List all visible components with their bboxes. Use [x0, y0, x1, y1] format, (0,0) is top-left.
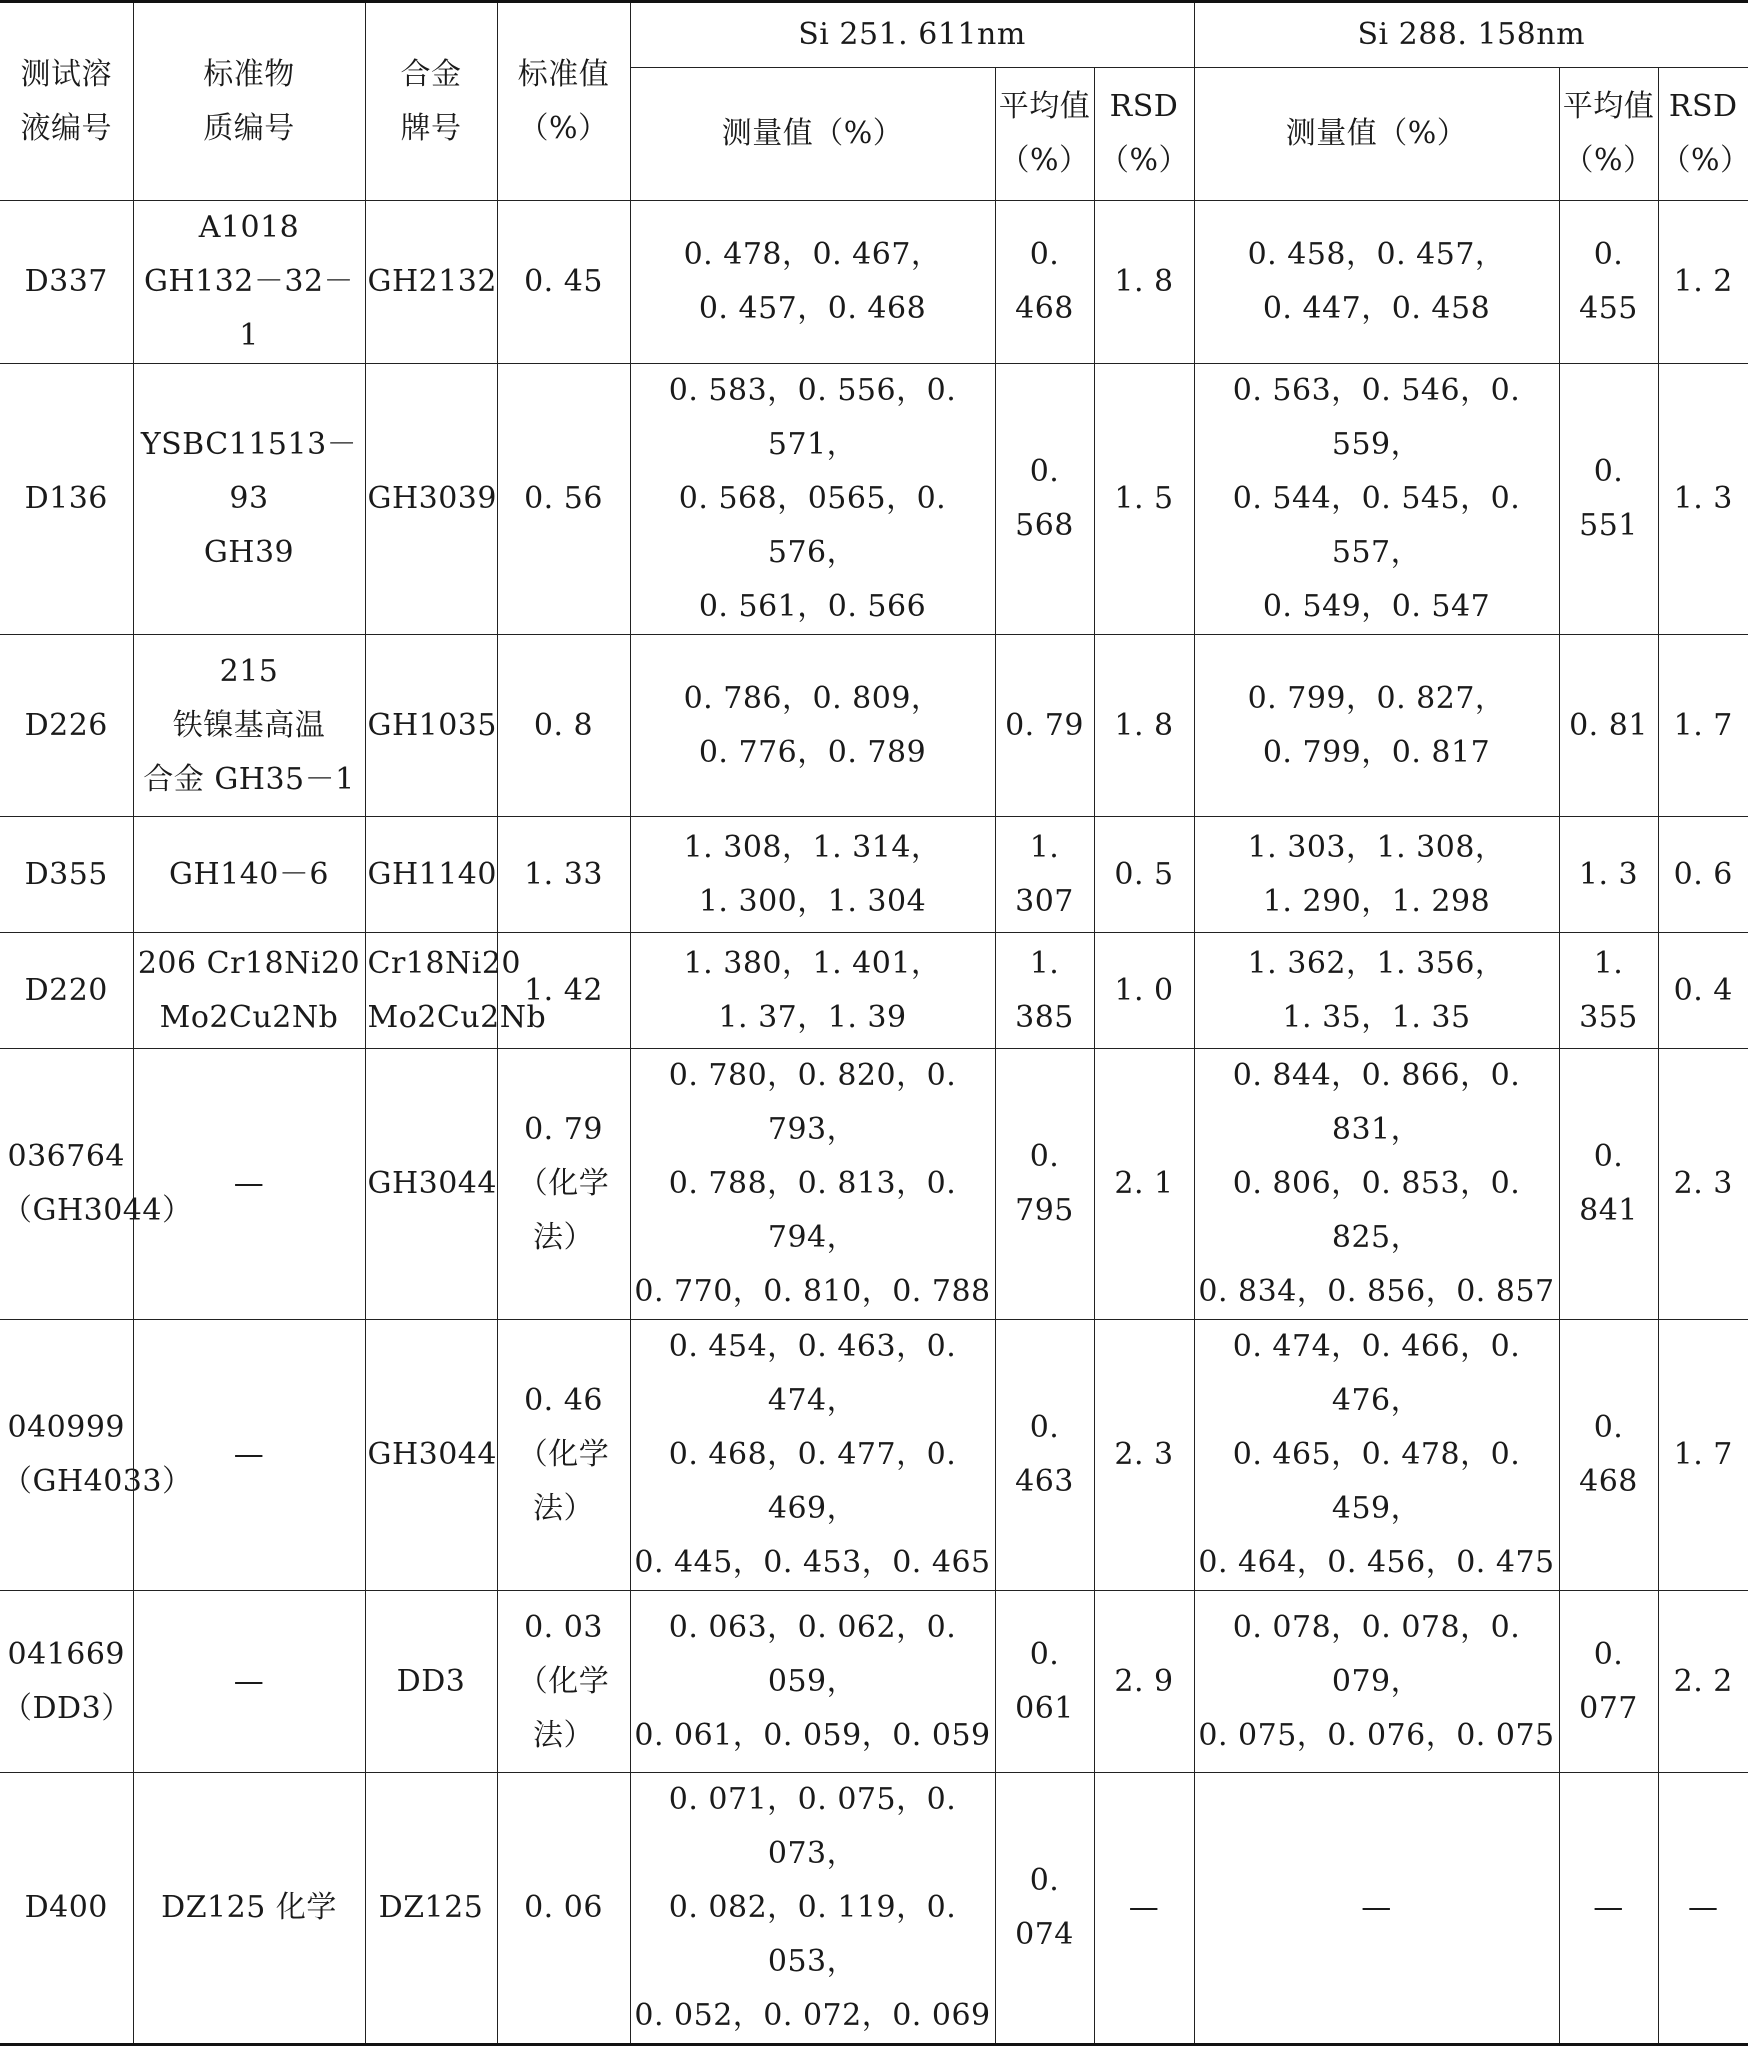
cell-rsd-288: 1. 7: [1658, 635, 1748, 817]
cell-ref-no: [133, 933, 365, 1049]
cell-test-no-line: 036764: [7, 1139, 126, 1174]
cell-ref-no-line: GH132－32－1: [143, 264, 355, 353]
cell-alloy-line: GH2132: [367, 264, 497, 299]
cell-measured-288-line: 0. 078，0. 078，0. 079，: [1232, 1609, 1521, 1699]
cell-rsd-288: 1. 3: [1658, 364, 1748, 635]
cell-measured-251-line: 0. 568，0565，0. 576，: [678, 481, 947, 570]
cell-test-no: [0, 364, 133, 635]
cell-alloy: [365, 364, 497, 635]
cell-test-no: [0, 201, 133, 364]
cell-alloy-line: DZ125: [378, 1890, 484, 1925]
cell-test-no: [0, 1591, 133, 1773]
header-measured-1: 测量值（%）: [630, 68, 995, 201]
cell-std-value-line: 0. 03: [524, 1609, 603, 1645]
cell-test-no-line: D226: [24, 707, 108, 743]
cell-test-no-line: D337: [24, 264, 108, 299]
cell-measured-251-line: 0. 478，0. 467，: [683, 237, 942, 272]
cell-measured-251-line: 1. 380，1. 401，: [683, 945, 942, 981]
cell-alloy: [365, 1049, 497, 1320]
cell-measured-288-line: 0. 447，0. 458: [1262, 291, 1491, 326]
cell-measured-251: [630, 364, 995, 635]
cell-measured-251-line: 0. 082，0. 119，0. 053，: [668, 1890, 957, 1979]
cell-ref-no-line: —: [233, 1166, 265, 1201]
cell-std-value-line: 1. 42: [524, 972, 603, 1008]
cell-ref-no: [133, 1591, 365, 1773]
cell-ref-no-line: DZ125 化学: [161, 1890, 337, 1925]
cell-rsd-288: 1. 7: [1658, 1320, 1748, 1591]
cell-measured-288: [1194, 1773, 1559, 2045]
cell-measured-288-line: 0. 075，0. 076，0. 075: [1198, 1717, 1555, 1753]
cell-test-no: [0, 1049, 193, 1320]
cell-avg-288: 0. 81: [1559, 635, 1658, 817]
cell-alloy: [365, 817, 497, 933]
cell-rsd-251: 1. 8: [1094, 635, 1194, 817]
cell-test-no: [0, 817, 133, 933]
cell-avg-288: 1. 3: [1559, 817, 1658, 933]
cell-ref-no-line: —: [233, 1663, 265, 1699]
cell-measured-288-line: 0. 834，0. 856，0. 857: [1198, 1274, 1555, 1309]
cell-alloy: [365, 635, 497, 817]
cell-measured-288: [1194, 817, 1559, 933]
cell-std-value-line: 1. 33: [524, 856, 603, 892]
cell-test-no-line: （DD3）: [2, 1690, 132, 1726]
cell-avg-251: 0. 795: [995, 1049, 1094, 1320]
cell-rsd-288: 2. 2: [1658, 1591, 1748, 1773]
cell-measured-251-line: 0. 561，0. 566: [698, 589, 927, 624]
cell-test-no: [0, 933, 133, 1049]
header-ref-no: 标准物 质编号: [133, 2, 365, 201]
cell-rsd-251: —: [1094, 1773, 1194, 2045]
cell-avg-251: 0. 79: [995, 635, 1094, 817]
cell-avg-251: 0. 468: [995, 201, 1094, 364]
cell-ref-no: [133, 1049, 365, 1320]
header-group-si-251: Si 251. 611nm: [630, 2, 1194, 68]
cell-measured-288-line: 0. 844，0. 866，0. 831，: [1232, 1058, 1521, 1147]
cell-ref-no-line: YSBC11513－93: [140, 427, 358, 516]
cell-avg-251: 0. 463: [995, 1320, 1094, 1591]
header-alloy: 合金 牌号: [365, 2, 497, 201]
cell-std-value-line: （化学法）: [517, 1166, 610, 1255]
cell-rsd-251: 2. 1: [1094, 1049, 1194, 1320]
cell-rsd-251: 1. 5: [1094, 364, 1194, 635]
cell-avg-288: 0. 455: [1559, 201, 1658, 364]
cell-measured-288: [1194, 635, 1559, 817]
cell-measured-288-line: —: [1361, 1890, 1392, 1925]
cell-test-no-line: D355: [24, 856, 108, 892]
cell-rsd-251: 2. 9: [1094, 1591, 1194, 1773]
cell-measured-288-line: 1. 362，1. 356，: [1247, 945, 1506, 981]
cell-rsd-288: 0. 6: [1658, 817, 1748, 933]
cell-measured-288-line: 0. 806，0. 853，0. 825，: [1232, 1166, 1521, 1255]
cell-std-value-line: 0. 45: [524, 264, 603, 299]
cell-std-value-line: （化学法）: [517, 1663, 610, 1753]
cell-rsd-251: 1. 0: [1094, 933, 1194, 1049]
cell-measured-288-line: 0. 549，0. 547: [1262, 589, 1491, 624]
table-row: [0, 1591, 1748, 1773]
cell-measured-251: [630, 933, 995, 1049]
cell-ref-no-line: 铁镍基高温: [172, 707, 326, 743]
cell-alloy-line: GH1140: [367, 856, 497, 892]
table-row: [0, 933, 1748, 1049]
cell-avg-288: —: [1559, 1773, 1658, 2045]
cell-measured-251-line: 0. 780，0. 820，0. 793，: [668, 1058, 957, 1147]
cell-alloy: [365, 933, 547, 1049]
cell-measured-251: [630, 1773, 995, 2045]
table-row: [0, 1049, 1748, 1320]
cell-ref-no-line: GH39: [203, 535, 295, 570]
cell-measured-251-line: 0. 457，0. 468: [698, 291, 927, 326]
cell-measured-288-line: 1. 35，1. 35: [1282, 999, 1471, 1035]
header-std-value: 标准值 （%）: [497, 2, 630, 201]
cell-rsd-251: 1. 8: [1094, 201, 1194, 364]
header-rsd-2: RSD （%）: [1658, 68, 1748, 201]
cell-test-no: [0, 635, 133, 817]
cell-measured-288-line: 0. 464，0. 456，0. 475: [1198, 1545, 1555, 1580]
cell-ref-no: [133, 635, 365, 817]
cell-measured-288-line: 1. 290，1. 298: [1262, 883, 1491, 919]
cell-measured-251-line: 0. 061，0. 059，0. 059: [634, 1717, 991, 1753]
cell-measured-251: [630, 635, 995, 817]
table-row: [0, 1773, 1748, 2045]
cell-measured-251: [630, 1049, 995, 1320]
cell-ref-no-line: 206 Cr18Ni20: [137, 945, 361, 981]
cell-test-no-line: 041669: [7, 1636, 126, 1672]
cell-measured-288-line: 0. 458，0. 457，: [1247, 237, 1506, 272]
cell-std-value-line: 0. 46: [524, 1383, 603, 1418]
cell-measured-288-line: 0. 799，0. 817: [1262, 734, 1491, 770]
cell-rsd-251: 2. 3: [1094, 1320, 1194, 1591]
cell-ref-no-line: 215: [219, 653, 279, 689]
cell-std-value: [497, 1320, 630, 1591]
cell-std-value: [497, 1049, 630, 1320]
cell-std-value-line: 0. 06: [524, 1890, 603, 1925]
cell-avg-251: 0. 568: [995, 364, 1094, 635]
cell-avg-288: 1. 355: [1559, 933, 1658, 1049]
cell-measured-288-line: 0. 465，0. 478，0. 459，: [1232, 1437, 1521, 1526]
cell-rsd-288: 2. 3: [1658, 1049, 1748, 1320]
cell-std-value-line: （化学法）: [517, 1437, 610, 1526]
cell-ref-no: [133, 817, 365, 933]
cell-avg-251: 1. 385: [995, 933, 1094, 1049]
cell-avg-288: 0. 551: [1559, 364, 1658, 635]
cell-measured-251-line: 1. 308，1. 314，: [683, 829, 942, 865]
cell-measured-251-line: 0. 052，0. 072，0. 069: [634, 1998, 991, 2033]
cell-measured-251-line: 0. 468，0. 477，0. 469，: [668, 1437, 957, 1526]
cell-measured-251: [630, 1591, 995, 1773]
cell-measured-251-line: 0. 063，0. 062，0. 059，: [668, 1609, 957, 1699]
cell-alloy-line: Cr18Ni20: [367, 945, 521, 981]
cell-alloy-line: Mo2Cu2Nb: [367, 999, 547, 1035]
cell-measured-288-line: 1. 303，1. 308，: [1247, 829, 1506, 865]
table-body: [0, 201, 1748, 2045]
header-measured-2: 测量值（%）: [1194, 68, 1559, 201]
cell-alloy: [365, 1320, 497, 1591]
cell-measured-288: [1194, 933, 1559, 1049]
cell-measured-251-line: 0. 788，0. 813，0. 794，: [668, 1166, 957, 1255]
table-row: [0, 201, 1748, 364]
cell-test-no: [0, 1320, 193, 1591]
cell-measured-288: [1194, 1320, 1559, 1591]
cell-alloy-line: GH3039: [367, 481, 497, 516]
header-avg-2: 平均值 （%）: [1559, 68, 1658, 201]
table-row: [0, 817, 1748, 933]
cell-std-value-line: 0. 8: [533, 707, 594, 743]
header-group-si-288: Si 288. 158nm: [1194, 2, 1748, 68]
cell-test-no-line: （GH4033）: [2, 1464, 193, 1499]
header-test-no: 测试溶 液编号: [0, 2, 133, 201]
cell-measured-251-line: 0. 786，0. 809，: [683, 680, 942, 716]
cell-alloy: [365, 201, 497, 364]
table-row: [0, 364, 1748, 635]
cell-ref-no-line: —: [233, 1437, 265, 1472]
cell-avg-251: 0. 074: [995, 1773, 1094, 2045]
cell-measured-251: [630, 201, 995, 364]
cell-ref-no: [133, 364, 365, 635]
cell-avg-288: 0. 468: [1559, 1320, 1658, 1591]
cell-avg-251: 1. 307: [995, 817, 1094, 933]
cell-std-value-line: 0. 79: [524, 1112, 603, 1147]
cell-ref-no-line: Mo2Cu2Nb: [159, 999, 339, 1035]
cell-measured-288-line: 0. 563，0. 546，0. 559，: [1232, 373, 1521, 462]
cell-test-no-line: D220: [24, 972, 108, 1008]
cell-test-no-line: D400: [24, 1890, 108, 1925]
cell-measured-251-line: 0. 583，0. 556，0. 571，: [668, 373, 957, 462]
cell-measured-251-line: 0. 454，0. 463，0. 474，: [668, 1329, 957, 1418]
cell-rsd-288: 0. 4: [1658, 933, 1748, 1049]
cell-avg-288: 0. 841: [1559, 1049, 1658, 1320]
cell-ref-no: [133, 1320, 365, 1591]
cell-alloy: [365, 1591, 497, 1773]
cell-measured-288: [1194, 201, 1559, 364]
cell-std-value-line: 0. 56: [524, 481, 603, 516]
cell-measured-288: [1194, 1591, 1559, 1773]
cell-measured-251: [630, 817, 995, 933]
cell-rsd-288: —: [1658, 1773, 1748, 2045]
cell-alloy-line: GH3044: [367, 1437, 497, 1472]
cell-measured-288: [1194, 1049, 1559, 1320]
cell-std-value: [497, 817, 630, 933]
table-row: [0, 635, 1748, 817]
cell-std-value: [497, 201, 630, 364]
cell-ref-no-line: A1018: [198, 210, 300, 245]
cell-ref-no-line: 合金 GH35－1: [143, 761, 355, 797]
cell-avg-288: 0. 077: [1559, 1591, 1658, 1773]
cell-measured-288-line: 0. 799，0. 827，: [1247, 680, 1506, 716]
cell-alloy-line: DD3: [396, 1663, 466, 1699]
cell-measured-251-line: 0. 445，0. 453，0. 465: [634, 1545, 991, 1580]
cell-ref-no: [133, 1773, 365, 2045]
cell-measured-251: [630, 1320, 995, 1591]
cell-std-value: [497, 1591, 630, 1773]
table-row: [0, 1320, 1748, 1591]
cell-std-value: [497, 1773, 630, 2045]
header-row-1: [0, 2, 1748, 68]
cell-test-no-line: （GH3044）: [2, 1193, 193, 1228]
cell-measured-288: [1194, 364, 1559, 635]
cell-test-no-line: D136: [24, 481, 108, 516]
cell-measured-251-line: 0. 776，0. 789: [698, 734, 927, 770]
cell-measured-251-line: 0. 071，0. 075，0. 073，: [668, 1782, 957, 1871]
header-rsd-1: RSD （%）: [1094, 68, 1194, 201]
cell-avg-251: 0. 061: [995, 1591, 1094, 1773]
cell-alloy-line: GH3044: [367, 1166, 497, 1201]
header-avg-1: 平均值 （%）: [995, 68, 1094, 201]
cell-measured-288-line: 0. 544，0. 545，0. 557，: [1232, 481, 1521, 570]
cell-std-value: [497, 364, 630, 635]
cell-rsd-251: 0. 5: [1094, 817, 1194, 933]
cell-measured-288-line: 0. 474，0. 466，0. 476，: [1232, 1329, 1521, 1418]
cell-measured-251-line: 1. 300，1. 304: [698, 883, 927, 919]
cell-alloy: [365, 1773, 497, 2045]
cell-measured-251-line: 1. 37，1. 39: [718, 999, 907, 1035]
cell-ref-no-line: GH140－6: [169, 856, 329, 892]
cell-test-no: [0, 1773, 133, 2045]
cell-test-no-line: 040999: [7, 1410, 126, 1445]
cell-std-value: [497, 635, 630, 817]
cell-alloy-line: GH1035: [367, 707, 497, 743]
cell-rsd-288: 1. 2: [1658, 201, 1748, 364]
cell-measured-251-line: 0. 770，0. 810，0. 788: [634, 1274, 991, 1309]
cell-ref-no: [133, 201, 365, 364]
